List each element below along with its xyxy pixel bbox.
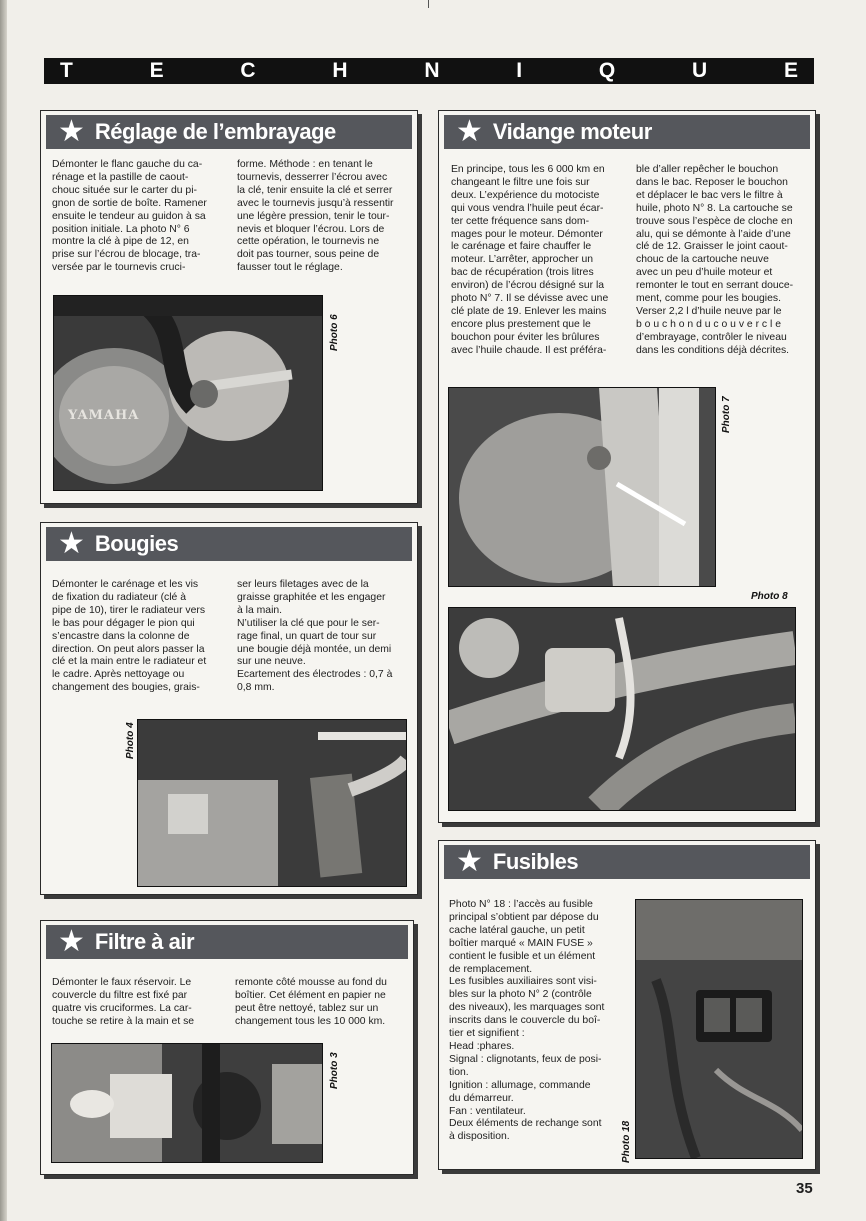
section-title: Filtre à air [94, 929, 195, 954]
page-number: 35 [796, 1180, 813, 1197]
oil-filter-photo-graphic [449, 608, 795, 810]
body-text-col1: En principe, tous les 6 000 km en changeant le filtre une fois sur deux. L’expérience du motociste qui vous vendra l’huile peut écar- ter cette fréquence sans dom- mages pour le moteur. Démonter le carénage et faire chauffer le moteur. L’arrêter, approcher un bac de récupération (trois litres environ) de l’écrou désigné sur la photo N° 7. Il se dévisse avec une clé plate de 19. Enlever les mains encore plus prestement que le bouchon pour éviter les brûlures avec l’huile chaude. Il est préféra- [451, 164, 609, 356]
section-title: Bougies [94, 531, 179, 556]
star-icon: ★ [58, 115, 85, 148]
photo-label: Photo 8 [751, 591, 788, 602]
section-title: Vidange moteur [492, 119, 652, 144]
body-text-col1: Démonter le faux réservoir. Le couvercle du filtre est fixé par quatre vis cruciformes. La car- touche se retire à la main et se [52, 977, 195, 1027]
spark-plugs-photo-graphic [138, 720, 406, 886]
body-text-col2: remonte côté mousse au fond du boîtier. Cet élément en papier ne peut être nettoyé, tablez sur un changement tous les 10 000 km. [235, 977, 387, 1027]
star-icon: ★ [456, 115, 483, 148]
section-header [46, 925, 408, 959]
banner-letter: U [692, 59, 708, 82]
body-text-col2: ser leurs filetages avec de la graisse graphitée et les engager à la main. N’utiliser la clé que pour le ser- rage final, un quart de tour sur une bougie déjà montée, un demi sur une neuve. Ecartement des électrodes : 0,7 à 0,8 mm. [237, 579, 393, 694]
fuse-box-photo-graphic [636, 900, 802, 1158]
body-text-col2: ble d’aller repêcher le bouchon dans le bac. Reposer le bouchon et déplacer le bac vers le filtre à huile, photo N° 8. La cartouche se trouve sous l’espèce de cloche en alu, qui se démonte à l’aide d’une clé de 12. Graisser le joint caout- chouc de la cartouche neuve avec un peu d’huile moteur et remonter le tout en serrant douce- ment, comme pour les bougies. Verser 2,2 l d’huile neuve par le b o u c h o n d u c o u v e r c l e d’embrayage, contrôler le niveau dans les conditions déjà décrites. [636, 164, 794, 356]
body-text-col1: Démonter le flanc gauche du ca- rénage et la pastille de caout- chouc située sur le carter du pi- gnon de sortie de boîte. Ramener ensuite le tendeur au guidon à sa position initiale. La photo N° 6 montre la clé à pipe de 12, en prise sur l’écrou de blocage, tra- versée par le tournevis cruci- [52, 159, 207, 274]
air-filter-photo-graphic [52, 1044, 322, 1162]
engine-photo-graphic [54, 296, 322, 490]
photo-3-air-filter [51, 1043, 323, 1163]
banner-letter: C [240, 59, 256, 82]
photo-8-oil-filter [448, 607, 796, 811]
oil-drain-photo-graphic [449, 388, 715, 586]
section-vidange [438, 110, 816, 823]
section-header [444, 845, 810, 879]
banner-letter: H [332, 59, 348, 82]
star-icon: ★ [58, 925, 85, 958]
photo-6-engine-clutch [53, 295, 323, 491]
section-title: Réglage de l’embrayage [94, 119, 336, 144]
section-header [444, 115, 810, 149]
section-header [46, 115, 412, 149]
section-fusibles [438, 840, 816, 1170]
section-embrayage [40, 110, 418, 504]
photo-brand-text: YAMAHA [68, 408, 140, 423]
photo-label: Photo 4 [125, 722, 136, 759]
section-header [46, 527, 412, 561]
body-text: Photo N° 18 : l’accès au fusible principal s’obtient par dépose du cache latéral gauche, un petit boîtier marqué « MAIN FUSE » contient le fusible et un élément de remplacement. Les fusibles auxiliaires sont visi- bles sur la photo N° 2 (contrôle des niveaux), les marquages sont inscrits dans le couvercle du boî- tier et signifient : Head :phares. Signal : clignotants, feux de posi- tion. Ignition : allumage, commande du démarreur. Fan : ventilateur. Deux éléments de rechange sont à disposition. [449, 899, 605, 1143]
technique-banner [44, 58, 814, 84]
banner-letter: E [783, 59, 798, 82]
page-spine-shadow [0, 0, 7, 1221]
body-text-col1: Démonter le carénage et les vis de fixation du radiateur (clé à pipe de 10), tirer le radiateur vers le bas pour dégager le pion qui s’encastre dans la colonne de direction. On peut alors passer la clé et la main entre le radiateur et le cadre. Après nettoyage ou changement des bougies, grais- [52, 579, 207, 694]
banner-letter: T [60, 59, 73, 82]
photo-label: Photo 3 [329, 1052, 340, 1089]
photo-7-oil-drain [448, 387, 716, 587]
section-filtre-air [40, 920, 414, 1175]
star-icon: ★ [456, 845, 483, 878]
star-icon: ★ [58, 527, 85, 560]
crop-mark [428, 0, 429, 8]
body-text-col2: forme. Méthode : en tenant le tournevis, desserrer l’écrou avec la clé, tenir ensuite la clé et serrer avec le tournevis jusqu’à ressentir une légère pression, tenir le tour- nevis et bloquer l’écrou. Lors de cette opération, le tournevis ne doit pas tourner, sous peine de fausser tout le réglage. [237, 159, 394, 274]
photo-4-spark-plugs [137, 719, 407, 887]
section-bougies [40, 522, 418, 895]
photo-label: Photo 7 [721, 396, 732, 433]
photo-18-main-fuse [635, 899, 803, 1159]
banner-letter: E [149, 59, 164, 82]
photo-label: Photo 6 [329, 314, 340, 351]
banner-letter: I [516, 59, 523, 82]
section-title: Fusibles [492, 849, 579, 874]
banner-letter: Q [598, 59, 616, 82]
photo-label: Photo 18 [621, 1120, 632, 1163]
banner-letter: N [424, 59, 440, 82]
